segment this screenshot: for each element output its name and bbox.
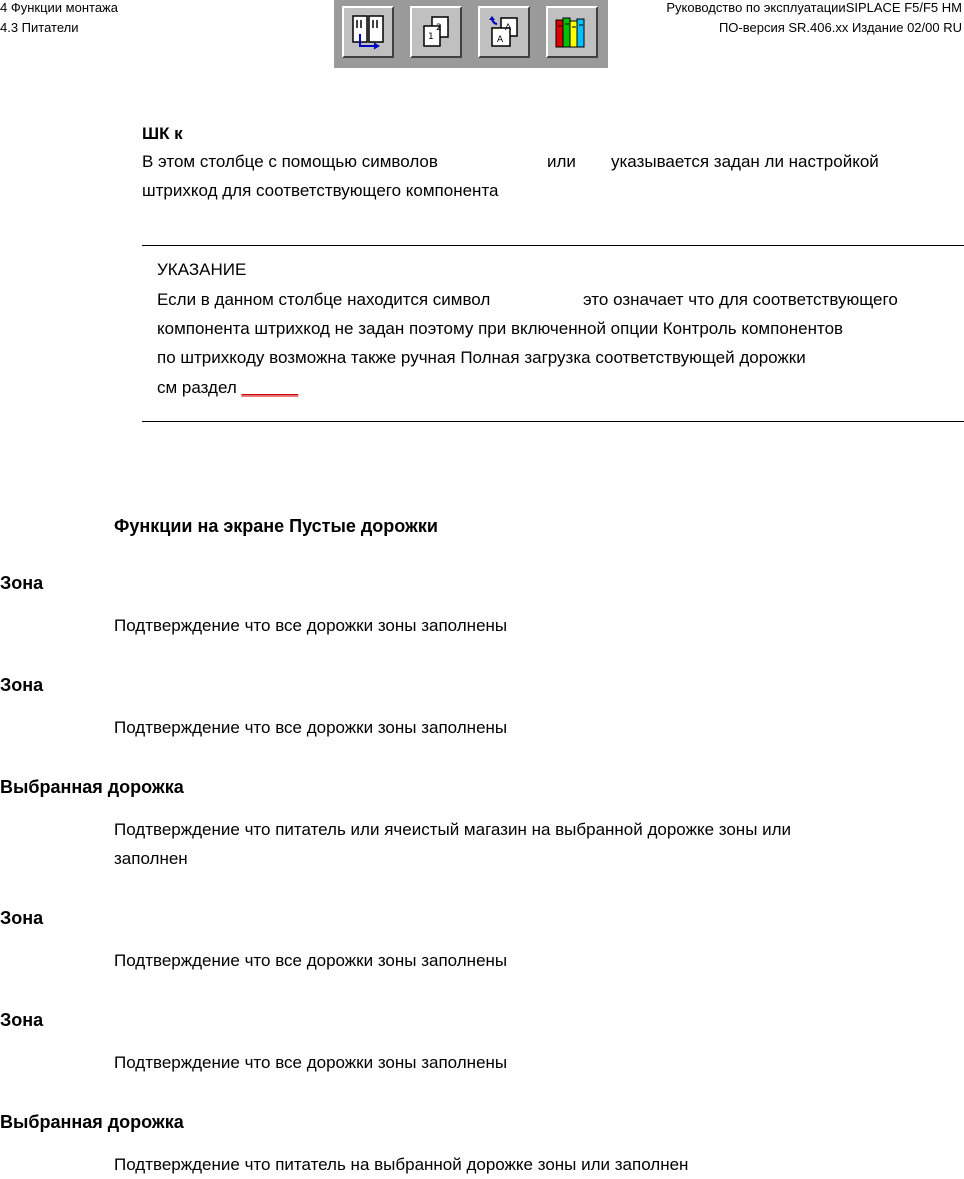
books-button[interactable]: [546, 6, 598, 58]
item-desc-zone: Подтверждение что все дорожки зоны заполнены: [114, 1053, 508, 1072]
item-heading-zone: Зона: [0, 1010, 44, 1030]
note-bottom-divider: [142, 421, 964, 422]
item-desc-selected-track-cont: заполнен: [114, 849, 188, 868]
replace-button[interactable]: [478, 6, 530, 58]
version-info: ПО-версия SR.406.xx Издание 02/00 RU: [718, 20, 962, 35]
barcode-desc-part1: В этом столбце с помощью символов: [142, 152, 438, 171]
item-desc-selected-track: Подтверждение что питатель или ячеистый магазин на выбранной дорожке зоны или: [114, 820, 792, 839]
toolbar: [334, 0, 608, 68]
svg-text:A: A: [497, 35, 504, 45]
layout-button[interactable]: [342, 6, 394, 58]
copy-pages-button[interactable]: [410, 6, 462, 58]
note-line1-part1: Если в данном столбце находится символ: [157, 290, 491, 309]
item-desc-zone: Подтверждение что все дорожки зоны заполнены: [114, 718, 508, 737]
chapter-title: 4 Функции монтажа: [0, 0, 118, 15]
note-line2: компонента штрихкод не задан поэтому при включенной опции Контроль компонентов: [157, 319, 844, 338]
note-line1-part2: это означает что для соответствующего: [583, 290, 898, 309]
replace-icon: [486, 14, 522, 50]
header-left: [0, 0, 118, 38]
svg-text:2: 2: [436, 23, 442, 33]
layout-icon: [350, 14, 386, 50]
item-heading-zone: Зона: [0, 573, 44, 593]
barcode-desc-line2: штрихкод для соответствующего компонента: [142, 181, 499, 200]
item-desc-selected-track: Подтверждение что питатель на выбранной дорожке зоны или заполнен: [114, 1155, 689, 1174]
item-heading-zone: Зона: [0, 908, 44, 928]
svg-text:A: A: [505, 23, 512, 33]
header-right: [666, 0, 962, 38]
item-heading-selected-track: Выбранная дорожка: [0, 1112, 184, 1132]
note-line3: по штрихкоду возможна также ручная Полная загрузка соответствующей дорожки: [157, 348, 806, 367]
books-icon: [554, 14, 590, 50]
barcode-desc-or: или: [547, 152, 576, 171]
item-desc-zone: Подтверждение что все дорожки зоны заполнены: [114, 616, 508, 635]
item-desc-zone: Подтверждение что все дорожки зоны заполнены: [114, 951, 508, 970]
copy-pages-icon: [418, 14, 454, 50]
note-label: УКАЗАНИЕ: [157, 260, 247, 279]
note-see-section: см раздел: [157, 378, 237, 397]
note-top-divider: [142, 245, 964, 246]
note-line4: [157, 373, 298, 402]
barcode-heading: ШК к: [142, 124, 183, 143]
functions-title: Функции на экране Пустые дорожки: [114, 516, 438, 536]
section-title: 4.3 Питатели: [0, 20, 79, 35]
item-heading-selected-track: Выбранная дорожка: [0, 777, 184, 797]
manual-title: Руководство по эксплуатацииSIPLACE F5/F5 HM: [666, 0, 962, 15]
barcode-desc-part2: указывается задан ли настройкой: [611, 152, 879, 171]
section-link[interactable]: ______: [241, 378, 299, 397]
item-heading-zone: Зона: [0, 675, 44, 695]
svg-text:1: 1: [428, 32, 434, 42]
